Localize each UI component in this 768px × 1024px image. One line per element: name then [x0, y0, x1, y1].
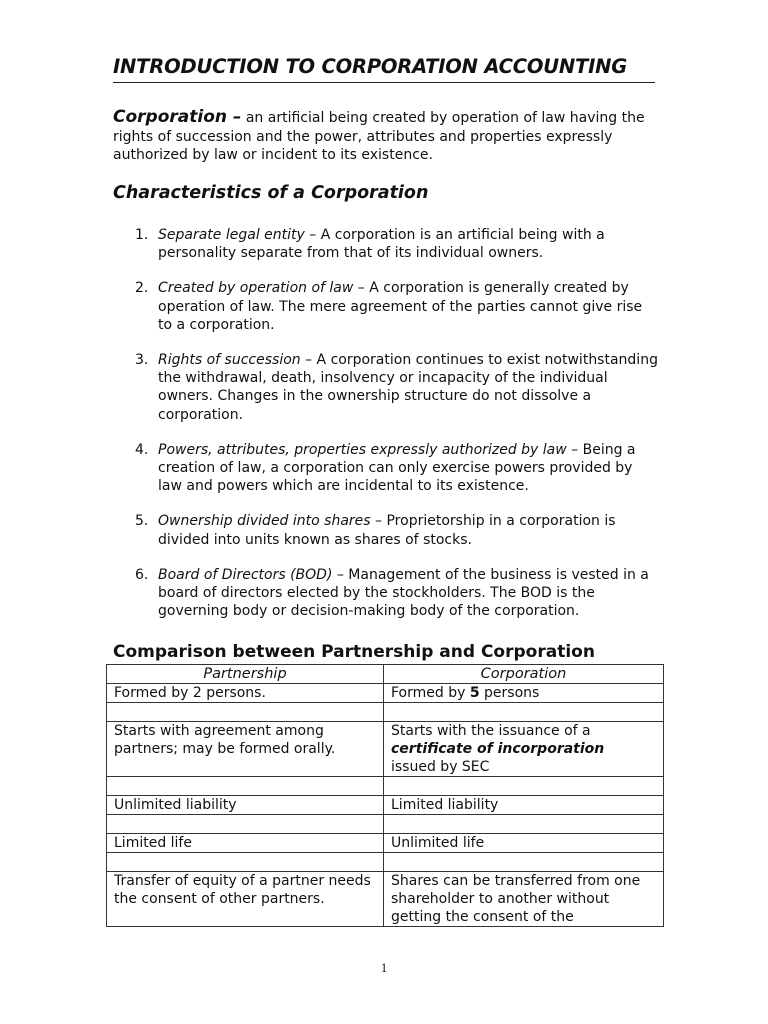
- partnership-cell: Starts with agreement among partners; may be formed orally.: [107, 722, 384, 777]
- list-item: [130, 566, 658, 621]
- comparison-table: [106, 664, 664, 927]
- partnership-cell: Formed by 2 persons.: [107, 684, 384, 703]
- definition-text: an artificial being created by operation of law having the rights of succession and the power, attributes and properties expressly authorized by law or incident to its existence.: [113, 110, 645, 163]
- list-item-term: Ownership divided into shares: [158, 513, 371, 530]
- list-item-term: Created by operation of law: [158, 280, 354, 297]
- table-row-blank: [107, 777, 664, 796]
- list-item-term: Separate legal entity: [158, 227, 305, 243]
- partnership-cell: Transfer of equity of a partner needs the consent of other partners.: [107, 872, 384, 927]
- corporation-cell: Unlimited life: [384, 834, 664, 853]
- corporation-definition: [113, 108, 658, 165]
- table-row-blank: [107, 703, 664, 722]
- table-header-row: [107, 665, 664, 684]
- list-item: [130, 441, 658, 496]
- definition-term: Corporation –: [113, 107, 242, 127]
- characteristics-list: [130, 226, 658, 620]
- list-item-text: – A corporation is an artificial being with a personality separate from that of its individual owners.: [158, 227, 605, 262]
- cell-text: Starts with the issuance of a: [391, 723, 591, 739]
- list-item-text: – A corporation is generally created by operation of law. The mere agreement of the parties cannot give rise to a corporation.: [158, 280, 643, 333]
- cell-emphasis: certificate of incorporation: [391, 741, 605, 757]
- list-item: [130, 351, 658, 424]
- cell-text: Formed by: [391, 685, 470, 701]
- corporation-cell: Limited liability: [384, 796, 664, 815]
- list-number: 2.: [135, 280, 149, 297]
- list-item-text: – A corporation continues to exist notwithstanding the withdrawal, death, insolvency or incapacity of the individual owners. Changes in the ownership structure do not dissolve a corporation.: [158, 352, 658, 423]
- list-item-text: – Being a creation of law, a corporation can only exercise powers provided by law and powers which are incidental to its existence.: [158, 441, 636, 495]
- list-item-text: – Management of the business is vested in a board of directors elected by the stockholders. The BOD is the governing body or decision-making body of the corporation.: [158, 566, 649, 620]
- corporation-cell: [384, 684, 664, 703]
- document-title: INTRODUCTION TO CORPORATION ACCOUNTING: [113, 55, 655, 83]
- corporation-cell: [384, 722, 664, 777]
- cell-text: persons: [479, 685, 540, 701]
- list-number: 5.: [135, 513, 149, 530]
- list-item-term: Rights of succession: [158, 352, 301, 369]
- column-header-corporation: Corporation: [384, 665, 664, 684]
- table-row: [107, 834, 664, 853]
- list-item-term: Powers, attributes, properties expressly authorized by law: [158, 441, 567, 458]
- table-row-blank: [107, 853, 664, 872]
- list-item: [130, 279, 658, 334]
- list-item-term: Board of Directors (BOD): [158, 566, 333, 583]
- table-row: [107, 872, 664, 927]
- cell-text: issued by SEC: [391, 759, 490, 775]
- comparison-heading: Comparison between Partnership and Corporation: [113, 642, 595, 662]
- corporation-cell: Shares can be transferred from one shareholder to another without getting the consent of the: [384, 872, 664, 927]
- partnership-cell: Unlimited liability: [107, 796, 384, 815]
- list-number: 1.: [135, 227, 149, 243]
- list-item: [130, 226, 658, 262]
- table-row-blank: [107, 815, 664, 834]
- partnership-cell: Limited life: [107, 834, 384, 853]
- page-number: 1: [380, 960, 388, 975]
- list-number: 3.: [135, 352, 149, 369]
- table-row: [107, 684, 664, 703]
- list-item-text: – Proprietorship in a corporation is divided into units known as shares of stocks.: [158, 513, 616, 548]
- column-header-partnership: Partnership: [107, 665, 384, 684]
- list-number: 6.: [135, 566, 149, 583]
- characteristics-heading: Characteristics of a Corporation: [113, 183, 429, 203]
- list-item: [130, 512, 658, 548]
- table-row: [107, 796, 664, 815]
- list-number: 4.: [135, 441, 149, 458]
- table-row: [107, 722, 664, 777]
- cell-number: 5: [469, 685, 480, 701]
